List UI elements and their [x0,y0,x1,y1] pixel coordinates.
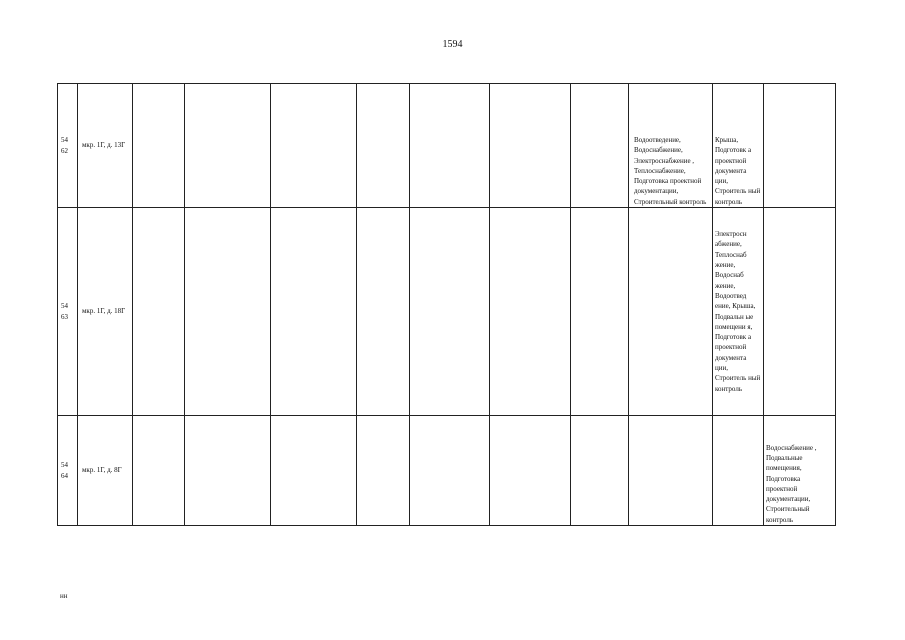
row-number: 54 64 [61,461,68,480]
table-row [58,416,836,526]
works-list-a: Водоотведение, Водоснабжение, Электроснабжение , Теплоснабжение, Подготовка проектной документации, Строительный контроль [634,135,707,206]
empty-cell [271,208,357,416]
empty-cell [410,208,490,416]
row-address: мкр. 1Г, д. 13Г [82,141,126,150]
empty-cell [133,208,185,416]
works-list-c: Водоснабжение , Подвальные помещения, Подготовка проектной документации, Строительный контроль [766,443,817,524]
empty-cell [764,84,836,208]
table-row [58,208,836,416]
empty-cell [271,84,357,208]
empty-cell [410,416,490,526]
empty-cell [357,84,410,208]
table-row [58,84,836,208]
page-number: 1594 [442,39,463,50]
empty-cell [271,416,357,526]
empty-cell [357,416,410,526]
empty-cell [357,208,410,416]
empty-cell [133,416,185,526]
footer-note: нн [60,592,68,600]
empty-cell [571,416,629,526]
works-table [57,83,836,526]
empty-cell [490,84,571,208]
empty-cell [133,84,185,208]
works-list-b: Крыша, Подготовк а проектной документа ции, Строитель ный контроль [715,135,761,206]
row-address: мкр. 1Г, д. 8Г [82,466,122,475]
empty-cell [185,416,271,526]
row-number: 54 63 [61,302,68,321]
works-list-b: Электросн абжение, Теплоснаб жение, Водоснаб жение, Водоотвед ение, Крыша, Подвальн ые помещени я, Подготовк а проектной документа ции, Строитель ный контроль [715,230,761,393]
row-address: мкр. 1Г, д. 18Г [82,307,126,316]
empty-cell [490,208,571,416]
empty-cell [490,416,571,526]
empty-cell [185,208,271,416]
empty-cell [185,84,271,208]
empty-cell [410,84,490,208]
empty-cell [571,208,629,416]
row-number: 54 62 [61,136,68,155]
empty-cell [571,84,629,208]
